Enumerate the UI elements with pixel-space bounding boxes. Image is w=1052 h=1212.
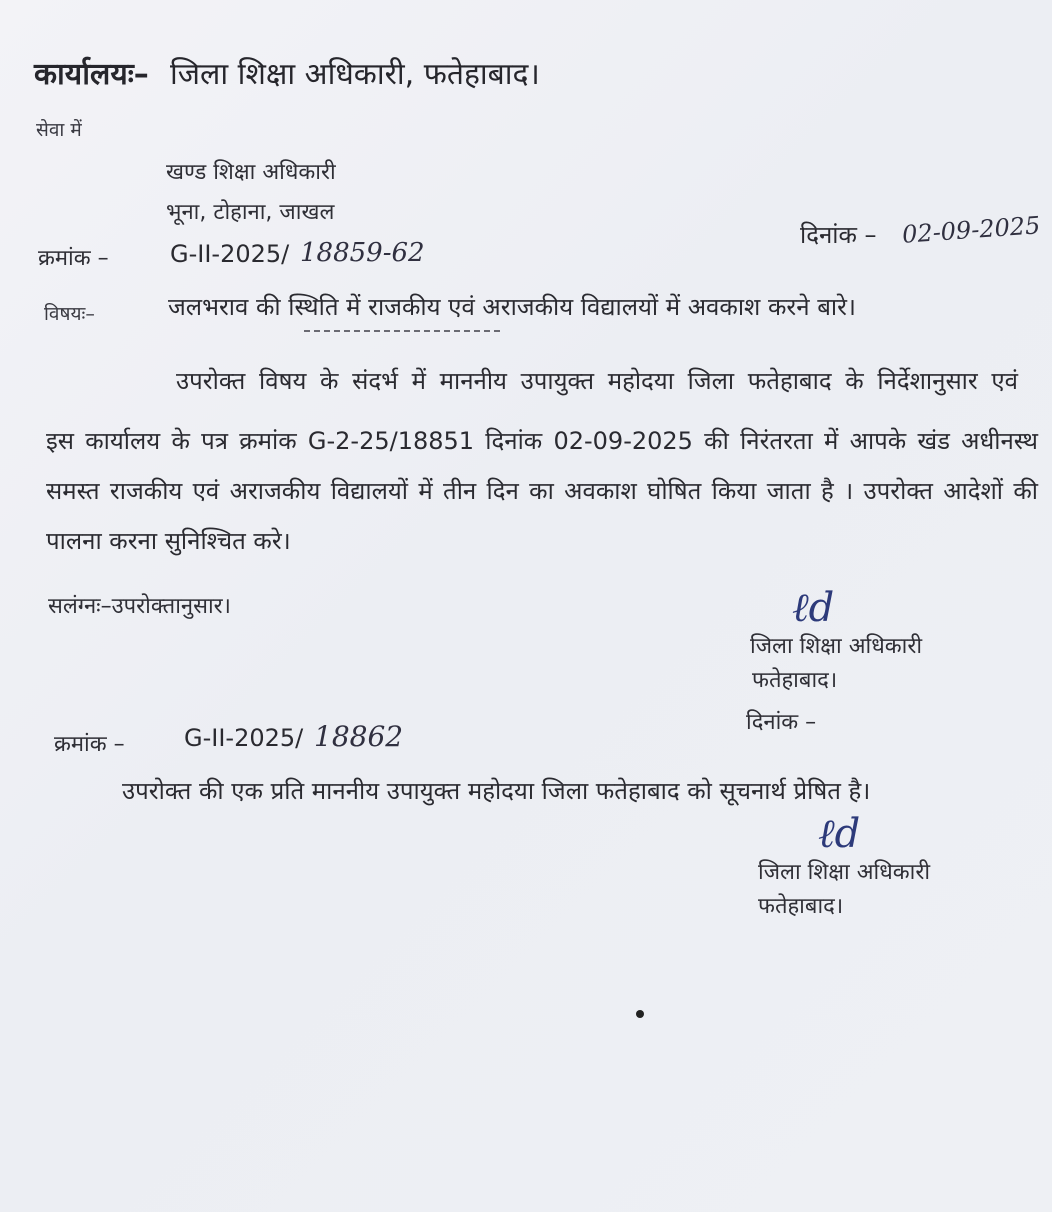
subject-label: विषयः– [44,303,95,325]
signature-1-place: फतेहाबाद। [752,668,838,693]
ref-number-label-2: क्रमांक – [54,732,125,757]
body-line-4: पालना करना सुनिश्चित करे। [46,527,291,555]
date-label: दिनांक – [800,221,877,249]
date-handwritten: 02-09-2025 [901,211,1042,249]
office-name: जिला शिक्षा अधिकारी, फतेहाबाद। [170,57,540,92]
ref-number-value-2: G-II-2025/ [184,724,304,752]
ref-number-handwritten: 18859-62 [300,238,425,268]
ref-number-handwritten-2: 18862 [314,720,404,753]
subject-underline [304,330,500,332]
ink-dot [636,1010,644,1018]
body-line-2: इस कार्यालय के पत्र क्रमांक G-2-25/18851 दिनांक 02-09-2025 की निरंतरता में आपके खंड अधीनस्थ [46,427,1038,455]
signature-2-mark: ℓd [818,811,861,857]
subject-text: जलभराव की स्थिति में राजकीय एवं अराजकीय विद्यालयों में अवकाश करने बारे। [168,293,857,321]
office-label: कार्यालयः– [34,57,149,92]
signature-2-place: फतेहाबाद। [758,894,844,919]
date-label-2: दिनांक – [746,710,817,735]
signature-2-title: जिला शिक्षा अधिकारी [758,860,931,885]
enclosure: सलंग्नः–उपरोक्तानुसार। [48,594,232,619]
copy-note: उपरोक्त की एक प्रति माननीय उपायुक्त महोदया जिला फतेहाबाद को सूचनार्थ प्रेषित है। [122,777,871,805]
ref-number-label: क्रमांक – [38,246,109,271]
body-line-1: उपरोक्त विषय के संदर्भ में माननीय उपायुक्त महोदया जिला फतेहाबाद के निर्देशानुसार एवं [176,367,1018,395]
signature-1-mark: ℓd [792,585,835,631]
signature-1-title: जिला शिक्षा अधिकारी [750,634,923,659]
ref-number-value: G-II-2025/ [170,240,290,268]
recipient: खण्ड शिक्षा अधिकारी [166,160,336,185]
salutation: सेवा में [36,119,82,141]
body-line-3: समस्त राजकीय एवं अराजकीय विद्यालयों में तीन दिन का अवकाश घोषित किया जाता है । उपरोक्त आदेशों की [46,477,1038,505]
recipient-locations: भूना, टोहाना, जाखल [166,200,335,225]
